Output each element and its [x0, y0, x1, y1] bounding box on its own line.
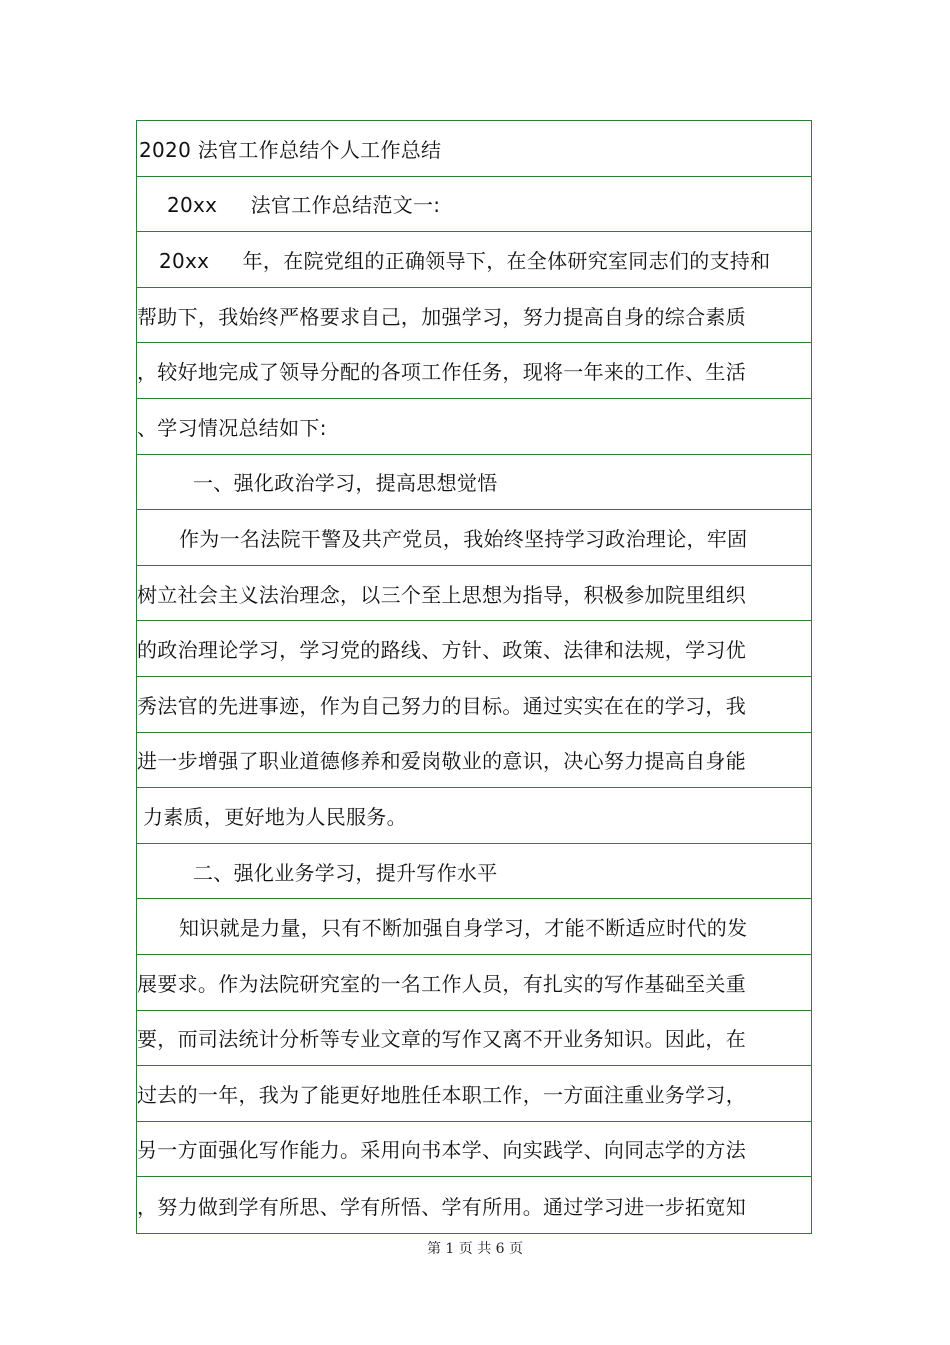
- document-line: 20xx 年，在院党组的正确领导下，在全体研究室同志们的支持和: [137, 232, 811, 288]
- document-line: 知识就是力量，只有不断加强自身学习，才能不断适应时代的发: [137, 899, 811, 955]
- document-line: 一、强化政治学习，提高思想觉悟: [137, 455, 811, 511]
- document-line: 力素质，更好地为人民服务。: [137, 788, 811, 844]
- document-line: 树立社会主义法治理念，以三个至上思想为指导，积极参加院里组织: [137, 566, 811, 622]
- document-line: 2020 法官工作总结个人工作总结: [137, 121, 811, 177]
- document-table: [136, 120, 812, 1234]
- document-line: 的政治理论学习，学习党的路线、方针、政策、法律和法规，学习优: [137, 621, 811, 677]
- document-line: 二、强化业务学习，提升写作水平: [137, 844, 811, 900]
- document-line: 、学习情况总结如下:: [137, 399, 811, 455]
- document-line: 帮助下，我始终严格要求自己，加强学习，努力提高自身的综合素质: [137, 288, 811, 344]
- document-line: 秀法官的先进事迹，作为自己努力的目标。通过实实在在的学习，我: [137, 677, 811, 733]
- document-line: 要，而司法统计分析等专业文章的写作又离不开业务知识。因此，在: [137, 1011, 811, 1067]
- document-line: 进一步增强了职业道德修养和爱岗敬业的意识，决心努力提高自身能: [137, 733, 811, 789]
- document-line: 展要求。作为法院研究室的一名工作人员，有扎实的写作基础至关重: [137, 955, 811, 1011]
- page-footer: 第 1 页 共 6 页: [426, 1241, 524, 1257]
- document-line: 过去的一年，我为了能更好地胜任本职工作，一方面注重业务学习，: [137, 1066, 811, 1122]
- document-line: 另一方面强化写作能力。采用向书本学、向实践学、向同志学的方法: [137, 1122, 811, 1178]
- document-line: 作为一名法院干警及共产党员，我始终坚持学习政治理论，牢固: [137, 510, 811, 566]
- document-line: 20xx 法官工作总结范文一:: [137, 177, 811, 233]
- document-line: ，较好地完成了领导分配的各项工作任务，现将一年来的工作、生活: [137, 343, 811, 399]
- document-line: ，努力做到学有所思、学有所悟、学有所用。通过学习进一步拓宽知: [137, 1194, 746, 1219]
